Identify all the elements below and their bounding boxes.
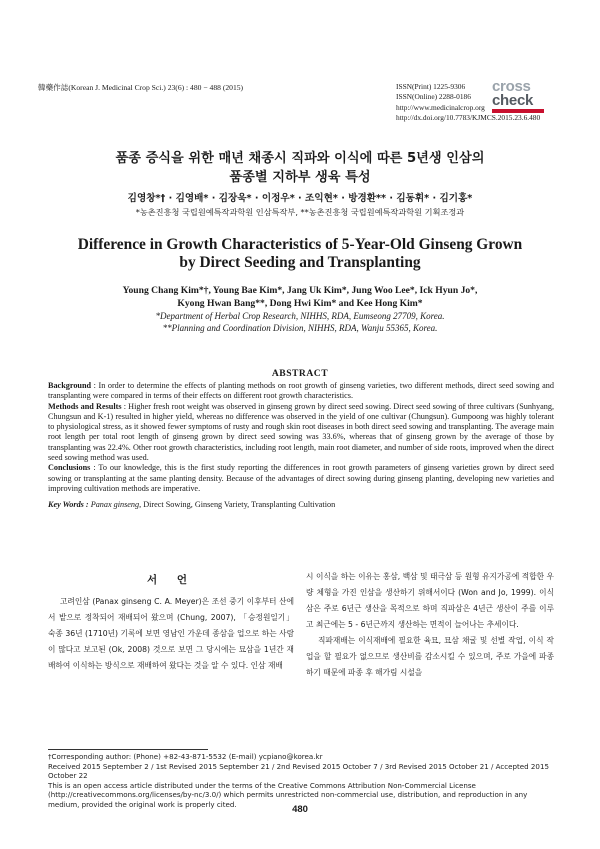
- keywords: [48, 500, 554, 510]
- page-number: 480: [292, 804, 308, 815]
- keywords-species: Panax ginseng: [90, 500, 140, 510]
- body-left-column: [48, 594, 294, 674]
- footnotes: [48, 752, 554, 810]
- english-affiliation-2: **Planning and Coordination Division, NIHHS, RDA, Wanju 55365, Korea.: [162, 322, 438, 333]
- footnote-rule: [48, 749, 208, 750]
- abstract-background: [48, 381, 554, 402]
- background-text: : In order to determine the effects of planting methods on root growth of ginseng varieties, two different methods, direct seed sowing and transplanting were compared in terms of their effects on different root growth characteristics.: [48, 381, 554, 401]
- crossmark-bar: [492, 109, 544, 113]
- corresponding-author: †Corresponding author: (Phone) +82-43-871-5532 (E-mail) ycpiano@korea.kr: [48, 752, 323, 761]
- body-left-paragraph: 고려인삼 (Panax ginseng C. A. Meyer)은 조선 중기 이후부터 산에서 밭으로 정착되어 재배되어 왔으며 (Chung, 2007), 「승정원일기」 숙종 36년 (1710년) 기록에 보면 영남인 가운데 종삼을 업으로 하는 사람이 많다고 보고된 (Ok, 2008) 것으로 보면 그 당시에는 묘삼을 1년간 재배하여 이식하는 방식으로 재배하여 왔다는 것을 알 수 있다. 인삼 재배: [48, 597, 294, 670]
- abstract-conclusions: [48, 463, 554, 494]
- abstract-methods: [48, 402, 554, 464]
- journal-url[interactable]: http://www.medicinalcrop.org: [396, 102, 485, 112]
- conclusions-label: Conclusions: [48, 463, 91, 473]
- received-dates: Received 2015 September 2 / 1st Revised 2015 September 21 / 2nd Revised 2015 October 7 / 3rd Revised 2015 October 21 / Accepted 2015 October 22: [48, 761, 549, 781]
- issn-print: ISSN(Print) 1225-9306: [396, 82, 466, 91]
- english-title-line-2: by Direct Seeding and Transplanting: [179, 254, 421, 271]
- korean-title: [0, 150, 600, 187]
- journal-citation: 韓藥作誌(Korean J. Medicinal Crop Sci.) 23(6) : 480 − 488 (2015): [38, 83, 244, 92]
- korean-authors: 김영창*† · 김영배* · 김장욱* · 이정우* · 조익현* · 방경환** · 김동휘* · 김기홍*: [127, 193, 473, 204]
- english-authors: [0, 284, 600, 310]
- english-title-line-1: Difference in Growth Characteristics of 5-Year-Old Ginseng Grown: [77, 236, 523, 253]
- crossmark-top-text: cross: [492, 78, 531, 95]
- methods-text: : Higher fresh root weight was observed in ginseng grown by direct seed sowing. Direct seed sowing of three cultivars (Sunhyang, Chungsun and K-1) resulted in higher yield, whereas no difference was observed in the yield of one cultivar (Chungsun). Gumpoong was highly tolerant to physiological stress, as it showed fewer symptoms of rusty and rough skin root diseases in both direct seed sowing and transplanting. The average main root length per total root length of ginseng grown by direct seed sowing was 33.6%, whereas that of ginseng grown by the average of those by transplanting was 22.4%. Other root growth characteristics, including root length, main root diameter, and number of side roots, improved when the direct seed sowing method was used.: [48, 401, 554, 463]
- english-authors-line-1: Young Chang Kim*†, Young Bae Kim*, Jang Uk Kim*, Jung Woo Lee*, Ick Hyun Jo*,: [122, 285, 478, 296]
- abstract-body: [48, 381, 554, 511]
- english-authors-line-2: Kyong Hwan Bang**, Dong Hwi Kim* and Kee Hong Kim*: [177, 298, 423, 309]
- methods-label: Methods and Results: [48, 401, 122, 411]
- english-affiliations: [0, 311, 600, 334]
- keywords-label: Key Words :: [48, 500, 89, 510]
- crossmark-bottom-text: check: [492, 92, 534, 109]
- korean-affiliations: *농촌진흥청 국립원예특작과학원 인삼특작부, **농촌진흥청 국립원예특작과학원 기획조정과: [135, 207, 465, 217]
- english-title: [0, 236, 600, 272]
- background-label: Background: [48, 381, 92, 390]
- section-title-introduction: 서 언: [147, 574, 195, 586]
- conclusions-text: : To our knowledge, this is the first study reporting the differences in root growth parameters of ginseng varieties grown by direct seed sowing or transplanting at the same planting density. Because of the advantages of direct sowing during ginseng planting, developing new varieties and improving cultivation methods are imperative.: [48, 463, 554, 493]
- abstract-heading: ABSTRACT: [271, 368, 329, 379]
- keywords-list: , Direct Sowing, Ginseng Variety, Transplanting Cultivation: [139, 500, 336, 510]
- body-right-paragraph-2: 직파재배는 이식재배에 필요한 육묘, 묘삼 채굴 및 선별 작업, 이식 작업을 할 필요가 없으므로 생산비를 감소시킬 수 있으며, 주로 가을에 파종하기 때문에 파종 후 해가림 시설을: [306, 636, 554, 677]
- body-right-paragraph-1: 시 이식을 하는 이유는 홍삼, 백삼 및 태극삼 등 원형 유지가공에 적합한 우량 체형을 가진 인삼을 생산하기 위해서이다 (Won and Jo, 1999). 이식삼은 주로 6년근 생산을 목적으로 하며 직파삼은 4년근 생산이 주를 이루고 최근에는 5 - 6년근까지 생산하는 면적이 늘어나는 추세이다.: [306, 572, 554, 629]
- crossmark-logo[interactable]: [492, 80, 552, 112]
- korean-title-line-2: 품종별 지하부 생육 특성: [229, 169, 371, 185]
- english-affiliation-1: *Department of Herbal Crop Research, NIHHS, RDA, Eumseong 27709, Korea.: [155, 311, 445, 321]
- body-right-column: [306, 569, 554, 681]
- korean-title-line-1: 품종 증식을 위한 매년 채종시 직파와 이식에 따른 5년생 인삼의: [115, 151, 485, 166]
- doi-link[interactable]: http://dx.doi.org/10.7783/KJMCS.2015.23.6.480: [396, 113, 541, 123]
- issn-online: ISSN(Online) 2288-0186: [396, 92, 471, 102]
- license-text: This is an open access article distributed under the terms of the Creative Commons Attribution Non-Commercial License (http://creativecommons.org/licenses/by-nc/3.0/) which permits unrestricted non-commercial use, distribution, and reproduction in any medium, provided the original work is properly cited.: [48, 780, 528, 809]
